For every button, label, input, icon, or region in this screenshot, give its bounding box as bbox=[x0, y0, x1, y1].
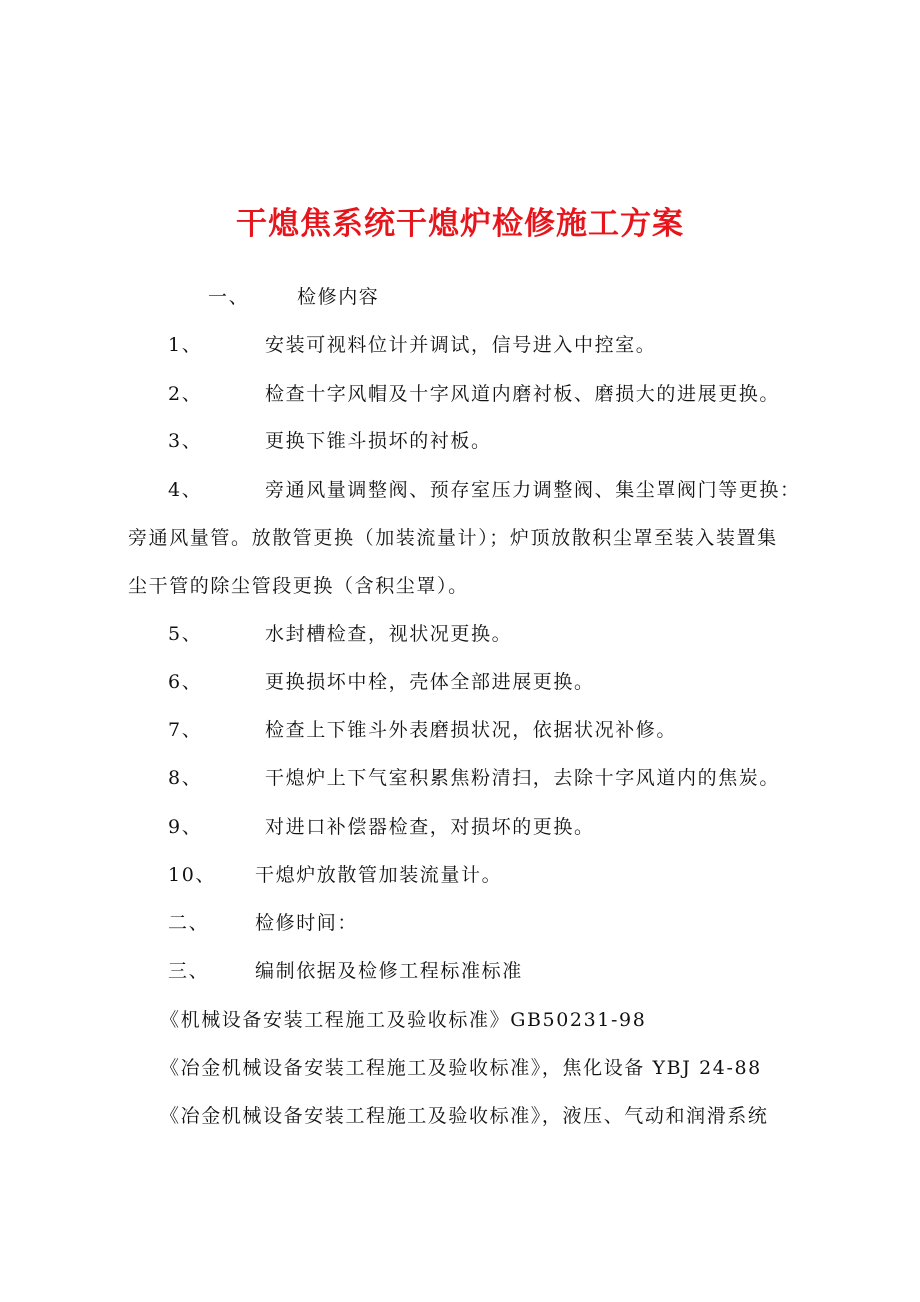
section-number: 三、 bbox=[168, 960, 210, 982]
section-heading: 检修内容 bbox=[297, 286, 380, 308]
item-text: 检查十字风帽及十字风道内磨衬板、磨损大的进展更换。 bbox=[265, 383, 781, 405]
item-text: 检查上下锥斗外表磨损状况，依据状况补修。 bbox=[265, 719, 678, 741]
item-number: 2、 bbox=[168, 383, 203, 405]
section-heading: 检修时间： bbox=[255, 912, 359, 934]
reference-line: 《冶金机械设备安装工程施工及验收标准》，焦化设备 YBJ 24-88 bbox=[160, 1057, 762, 1079]
item-number: 6、 bbox=[168, 671, 203, 693]
item-number: 8、 bbox=[168, 767, 203, 789]
item-text: 水封槽检查，视状况更换。 bbox=[265, 623, 513, 645]
item-text: 旁通风量调整阀、预存室压力调整阀、集尘罩阀门等更换： bbox=[265, 479, 801, 501]
item-number: 9、 bbox=[168, 816, 203, 838]
reference-line: 《机械设备安装工程施工及验收标准》GB50231-98 bbox=[160, 1009, 647, 1031]
item-continuation: 旁通风量管。放散管更换（加装流量计）；炉顶放散积尘罩至装入装置集 bbox=[128, 527, 778, 549]
item-text: 干熄炉放散管加装流量计。 bbox=[255, 864, 503, 886]
section-number: 一、 bbox=[208, 286, 250, 308]
item-number: 4、 bbox=[168, 479, 203, 501]
item-number: 1、 bbox=[168, 334, 203, 356]
section-heading: 编制依据及检修工程标准标准 bbox=[255, 960, 523, 982]
section-number: 二、 bbox=[168, 912, 210, 934]
item-number: 5、 bbox=[168, 623, 203, 645]
item-text: 更换下锥斗损坏的衬板。 bbox=[265, 430, 492, 452]
item-number: 3、 bbox=[168, 430, 203, 452]
item-number: 7、 bbox=[168, 719, 203, 741]
item-text: 对进口补偿器检查，对损坏的更换。 bbox=[265, 816, 595, 838]
document-title: 干熄焦系统干熄炉检修施工方案 bbox=[236, 206, 684, 242]
reference-line: 《冶金机械设备安装工程施工及验收标准》，液压、气动和润滑系统 bbox=[160, 1105, 769, 1127]
item-continuation: 尘干管的除尘管段更换（含积尘罩）。 bbox=[128, 575, 469, 597]
item-number: 10、 bbox=[168, 864, 216, 886]
item-text: 更换损坏中栓，壳体全部进展更换。 bbox=[265, 671, 595, 693]
item-text: 安装可视料位计并调试，信号进入中控室。 bbox=[265, 334, 657, 356]
item-text: 干熄炉上下气室积累焦粉清扫，去除十字风道内的焦炭。 bbox=[265, 767, 781, 789]
